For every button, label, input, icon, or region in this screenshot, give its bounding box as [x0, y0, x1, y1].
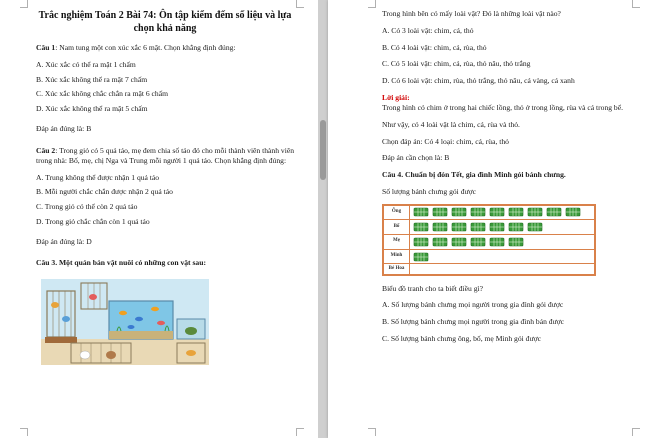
option-text: C. Có 5 loài vật: chim, cá, rùa, thỏ nâu, thỏ trắng — [382, 59, 531, 69]
option-text: D. Trong giỏ chắc chắn còn 1 quả táo — [36, 216, 150, 226]
solution-answer: Đáp án cần chọn là: B — [382, 153, 450, 163]
option-text: D. Có 6 loài vật: chim, rùa, thỏ trắng, thỏ nâu, cá vàng, cá xanh — [382, 76, 575, 85]
margin-corner-mark — [368, 428, 376, 436]
chart-icon-cell — [410, 205, 595, 220]
solution-text: Chọn đáp án: Có 4 loại: chim, cá, rùa, thỏ — [382, 136, 509, 146]
margin-corner-mark — [632, 0, 640, 8]
option-text: A. Số lượng bánh chưng mọi người trong gia đình gói được — [382, 300, 564, 310]
option-text: C. Xúc xắc không chắc chắn ra mặt 6 chấm — [36, 89, 168, 99]
chart-row — [384, 249, 595, 264]
question-2-label: Câu 2 — [36, 145, 56, 155]
answer-text: Đáp án đúng là: B — [36, 123, 92, 133]
turtle-tank — [177, 319, 205, 339]
question-4-subtitle: Số lượng bánh chưng gói được — [382, 186, 476, 196]
option-text: C. Số lượng bánh chưng ông, bố, mẹ Minh gói được — [382, 333, 541, 343]
banh-chung-icon — [413, 222, 429, 232]
left-page-content — [36, 10, 294, 368]
pictograph-chart — [382, 204, 596, 276]
chart-icon-cell — [410, 234, 595, 249]
banh-chung-icon — [451, 237, 467, 247]
banh-chung-icon — [508, 222, 524, 232]
banh-chung-icon — [508, 207, 524, 217]
question-1-text: : Nam tung một con xúc xắc 6 mặt. Chọn khẳng định đúng: — [55, 43, 236, 52]
banh-chung-icon — [565, 207, 581, 217]
margin-corner-mark — [296, 0, 304, 8]
chart-row — [384, 205, 595, 220]
margin-corner-mark — [632, 428, 640, 436]
question-3-title: Câu 3. Một quán bán vật nuôi có những con vật sau: — [36, 258, 206, 268]
solution-text: Như vậy, có 4 loài vật là chim, cá, rùa và thỏ. — [382, 119, 520, 129]
option-text: B. Mỗi người chắc chắn được nhận 2 quả táo — [36, 187, 173, 197]
page-divider-scrollbar[interactable] — [318, 0, 328, 438]
question-3-prompt: Trong hình bên có mấy loài vật? Đó là những loài vật nào? — [382, 9, 561, 18]
banh-chung-icon — [451, 222, 467, 232]
margin-corner-mark — [296, 428, 304, 436]
banh-chung-icon — [432, 237, 448, 247]
question-2-text: : Trong giỏ có 5 quả táo, mẹ đem chia số táo đó cho mỗi thành viên thành viên trong nhà: Bố, mẹ, chị Nga và Trung mỗi người 1 quả táo. Chọn khẳng định đúng: — [36, 145, 294, 165]
document-page-left — [0, 0, 318, 438]
banh-chung-icon — [413, 252, 429, 262]
chart-row — [384, 220, 595, 235]
banh-chung-icon — [508, 237, 524, 247]
option-text: C. Trong giỏ có thể còn 2 quả táo — [36, 202, 138, 211]
document-title: Trắc nghiệm Toán 2 Bài 74: Ôn tập kiểm đếm số liệu và lựa chọn khả năng — [38, 10, 292, 34]
chart-category-label: Bố — [384, 220, 410, 235]
chart-icon-cell — [410, 220, 595, 235]
pictograph-table — [383, 205, 595, 275]
chart-row — [384, 264, 595, 274]
banh-chung-icon — [470, 222, 486, 232]
chart-category-label: Minh — [384, 249, 410, 264]
banh-chung-icon — [413, 207, 429, 217]
chart-category-label: Ông — [384, 205, 410, 220]
margin-corner-mark — [20, 0, 28, 8]
margin-corner-mark — [20, 428, 28, 436]
solution-label: Lời giải: — [382, 92, 410, 102]
banh-chung-icon — [470, 237, 486, 247]
banh-chung-icon — [489, 237, 505, 247]
option-text: B. Có 4 loài vật: chim, cá, rùa, thỏ — [382, 42, 487, 52]
fish-tank — [109, 301, 173, 339]
question-2 — [36, 146, 294, 167]
question-4-prompt: Biểu đồ tranh cho ta biết điều gì? — [382, 283, 484, 293]
chart-icon-cell — [410, 264, 595, 274]
option-text: A. Có 3 loài vật: chim, cá, thỏ — [382, 25, 474, 35]
right-page-content — [382, 9, 637, 351]
pet-shop-illustration — [41, 279, 209, 365]
scrollbar-thumb[interactable] — [320, 120, 326, 180]
banh-chung-icon — [527, 207, 543, 217]
option-text: A. Xúc xắc có thể ra mặt 1 chấm — [36, 59, 136, 69]
margin-corner-mark — [368, 0, 376, 8]
question-1-label: Câu 1 — [36, 43, 56, 52]
option-text: D. Xúc xắc không thể ra mặt 5 chấm — [36, 104, 148, 113]
banh-chung-icon — [413, 237, 429, 247]
answer-text: Đáp án đúng là: D — [36, 236, 92, 246]
banh-chung-icon — [527, 222, 543, 232]
document-page-right — [328, 0, 650, 438]
option-text: B. Xúc xắc không thể ra mặt 7 chấm — [36, 74, 148, 84]
banh-chung-icon — [489, 222, 505, 232]
solution-text: Trong hình có chim ở trong hai chiếc lồng, thỏ ở trong lồng, rùa và cá trong bể. — [382, 103, 624, 112]
banh-chung-icon — [489, 207, 505, 217]
chart-row — [384, 234, 595, 249]
question-1 — [36, 43, 294, 53]
banh-chung-icon — [546, 207, 562, 217]
banh-chung-icon — [432, 207, 448, 217]
option-text: A. Trung không thể được nhận 1 quả táo — [36, 172, 160, 182]
option-text: B. Số lượng bánh chưng mọi người trong gia đình bán được — [382, 317, 565, 326]
chart-category-label: Mẹ — [384, 234, 410, 249]
banh-chung-icon — [451, 207, 467, 217]
banh-chung-icon — [470, 207, 486, 217]
banh-chung-icon — [432, 222, 448, 232]
chart-category-label: Bé Hoa — [384, 264, 410, 274]
question-4-title: Câu 4. Chuẩn bị đón Tết, gia đình Minh gói bánh chưng. — [382, 170, 566, 179]
chart-icon-cell — [410, 249, 595, 264]
